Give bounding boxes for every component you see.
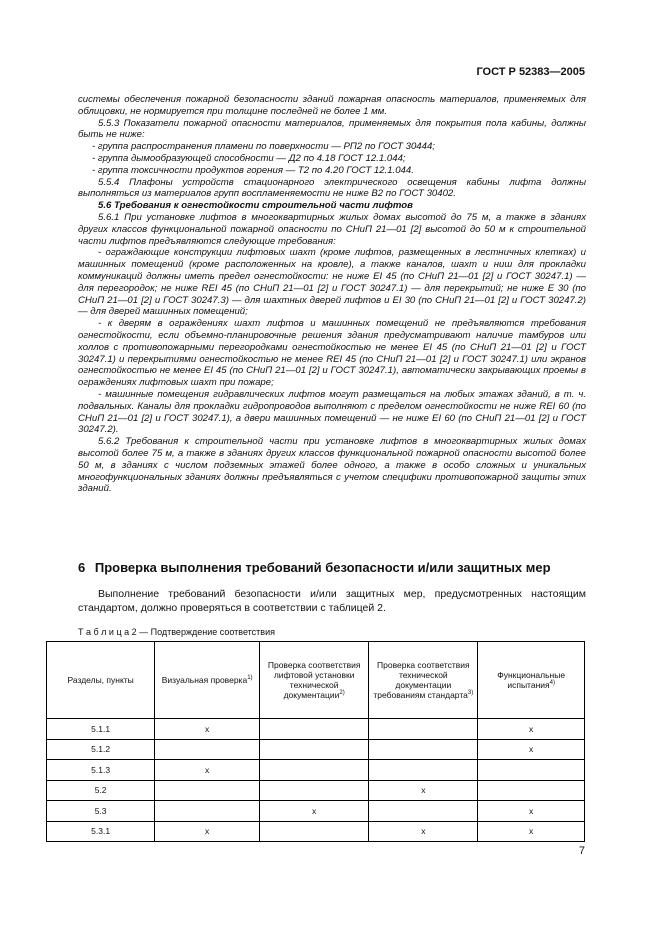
header-docs-standard-check: Проверка соответствия технической документации требованиям стандарта$^{3)}$ bbox=[369, 642, 478, 719]
list-item-toxicity: - группа токсичности продуктов горения — Т2 по 4.20 ГОСТ 12.1.044. bbox=[92, 164, 414, 176]
table-header-row bbox=[47, 642, 585, 719]
section-number: 6 bbox=[78, 560, 86, 575]
subsection-heading-5-6: 5.6 Требования к огнестойкости строительной части лифтов bbox=[98, 200, 413, 212]
header-sections: Разделы, пункты bbox=[47, 642, 155, 719]
paragraph-5-6-2: 5.6.2 Требования к строительной части при установке лифтов в многоквартирных жилых домах высотой более 75 м, а также в зданиях других классов функциональной пожарной опасности высотой более 50 м, в зданиях с числом подземных этажей более одного, а также в особо сложных и уникальных многофункциональных зданиях должны предъявляться с учетом специфики противопожарной защиты этих зданий. bbox=[78, 436, 586, 495]
table-cell bbox=[260, 780, 369, 801]
list-item-smoke: - группа дымообразующей способности — Д2 по 4.18 ГОСТ 12.1.044; bbox=[92, 152, 406, 164]
header-functional-tests: Функциональные испытания$^{4)}$ bbox=[478, 642, 585, 719]
table-cell bbox=[369, 739, 478, 760]
table-cell bbox=[369, 719, 478, 740]
table-cell bbox=[155, 739, 260, 760]
header-visual-check: Визуальная проверка$^{1)}$ bbox=[155, 642, 260, 719]
table-cell: х bbox=[155, 719, 260, 740]
list-item-hydraulic-rooms: - машинные помещения гидравлических лифтов могут размещаться на любых этажах зданий, в т. ч. подвальных. Каналы для прокладки гидропроводов выполняют с пределом огнестойкости не ниже REI 60 (по СНиП 21—01 [2] и ГОСТ 30247.1), а двери машинных помещений — не ниже ЕІ 60 (по СНиП 21—01 [2] и ГОСТ 30247.2). bbox=[78, 388, 586, 436]
list-item-doors: - к дверям в ограждениях шахт лифтов и машинных помещений не предъявляются требования огнестойкости, если объемно-планировочные решения здания предусматривают наличие тамбуров или холлов с противопожарными перегородками огнестойкостью не менее ЕІ 45 (по СНиП 21—01 [2] и ГОСТ 30247.1) и перекрытиями огнестойкостью не менее REI 45 (по СНиП 21—01 [2] и ГОСТ 30247.1) или экранов огнестойкостью не менее ЕІ 45 (по СНиП 21—01 [2] и ГОСТ 30247.1), автоматически закрывающих проемы в ограждениях лифтовых шахт при пожаре; bbox=[78, 318, 586, 389]
table-cell: х bbox=[369, 780, 478, 801]
table-cell: х bbox=[478, 719, 585, 740]
table-cell bbox=[478, 780, 585, 801]
list-item-enclosures: - ограждающие конструкции лифтовых шахт (кроме лифтов, размещенных в лестничных клетках) и машинных помещений (кроме расположенных на кровле), а также каналов, шахт и ниш для прокладки коммуникаций должны иметь предел огнестойкости: не ниже ЕІ 45 (по СНиП 21—01 [2] и ГОСТ 30247.1) — для перегородок; не ниже REI 45 (по СНиП 21—01 [2] и ГОСТ 30247.1) — для перекрытий; не ниже Е 30 (по СНиП 21—01 [2] и ГОСТ 30247.3) — для шахтных дверей лифтов и ЕІ 30 (по СНиП 21—01 [2] и ГОСТ 30247.2) — для дверей машинных помещений; bbox=[78, 247, 586, 318]
table-row bbox=[47, 760, 585, 781]
document-id-header: ГОСТ Р 52383—2005 bbox=[476, 66, 585, 78]
table-cell bbox=[369, 760, 478, 781]
table-cell bbox=[260, 719, 369, 740]
table-cell bbox=[155, 780, 260, 801]
table-cell: 5.2 bbox=[47, 780, 155, 801]
table-row bbox=[47, 821, 585, 842]
table-cell: 5.1.3 bbox=[47, 760, 155, 781]
table-cell: 5.3.1 bbox=[47, 821, 155, 842]
header-installation-docs-check: Проверка соответствия лифтовой установки технической документации$^{2)}$ bbox=[260, 642, 369, 719]
table-cell bbox=[369, 801, 478, 822]
table-cell bbox=[260, 739, 369, 760]
table-cell: х bbox=[478, 801, 585, 822]
section-6-text: Выполнение требований безопасности и/или защитных мер, предусмотренных настоящим стандартом, должно проверяться в соответствии с таблицей 2. bbox=[78, 588, 586, 614]
table-cell: х bbox=[155, 821, 260, 842]
list-item-flame-spread: - группа распространения пламени по поверхности — РП2 по ГОСТ 30444; bbox=[92, 141, 435, 153]
table-row bbox=[47, 739, 585, 760]
section-title: Проверка выполнения требований безопасности и/или защитных мер bbox=[94, 560, 551, 575]
section-6-heading bbox=[78, 560, 551, 575]
body-text bbox=[78, 94, 586, 495]
table-cell: 5.1.1 bbox=[47, 719, 155, 740]
page-number: 7 bbox=[578, 845, 585, 857]
table-cell bbox=[155, 801, 260, 822]
table-cell: х bbox=[369, 821, 478, 842]
paragraph-5-5-3: 5.5.3 Показатели пожарной опасности материалов, применяемых для покрытия пола кабины, должны быть не ниже: bbox=[78, 117, 586, 141]
table-caption: Т а б л и ц а 2 — Подтверждение соответствия bbox=[78, 627, 275, 637]
table-row bbox=[47, 780, 585, 801]
table-cell bbox=[260, 821, 369, 842]
table-cell: х bbox=[260, 801, 369, 822]
table-cell: 5.3 bbox=[47, 801, 155, 822]
table-cell: х bbox=[155, 760, 260, 781]
conformity-table bbox=[46, 641, 585, 842]
table-cell: х bbox=[478, 739, 585, 760]
table-cell: х bbox=[478, 821, 585, 842]
table-row bbox=[47, 719, 585, 740]
paragraph-continuation: системы обеспечения пожарной безопасности зданий пожарная опасность материалов, применяемых для облицовки, не нормируется при толщине последней не более 1 мм. bbox=[78, 94, 586, 117]
table-cell: 5.1.2 bbox=[47, 739, 155, 760]
paragraph-5-5-4: 5.5.4 Плафоны устройств стационарного электрического освещения кабины лифта должны выполняться из материалов групп воспламеняемости не ниже В2 по ГОСТ 30402. bbox=[78, 176, 586, 200]
table-row bbox=[47, 801, 585, 822]
table-cell bbox=[478, 760, 585, 781]
paragraph-5-6-1: 5.6.1 При установке лифтов в многоквартирных жилых домах высотой до 75 м, а также в зданиях других классов функциональной пожарной опасности по СНиП 21—01 [2] высотой до 50 м к строительной части лифтов предъявляются следующие требования: bbox=[78, 211, 586, 247]
table-cell bbox=[260, 760, 369, 781]
